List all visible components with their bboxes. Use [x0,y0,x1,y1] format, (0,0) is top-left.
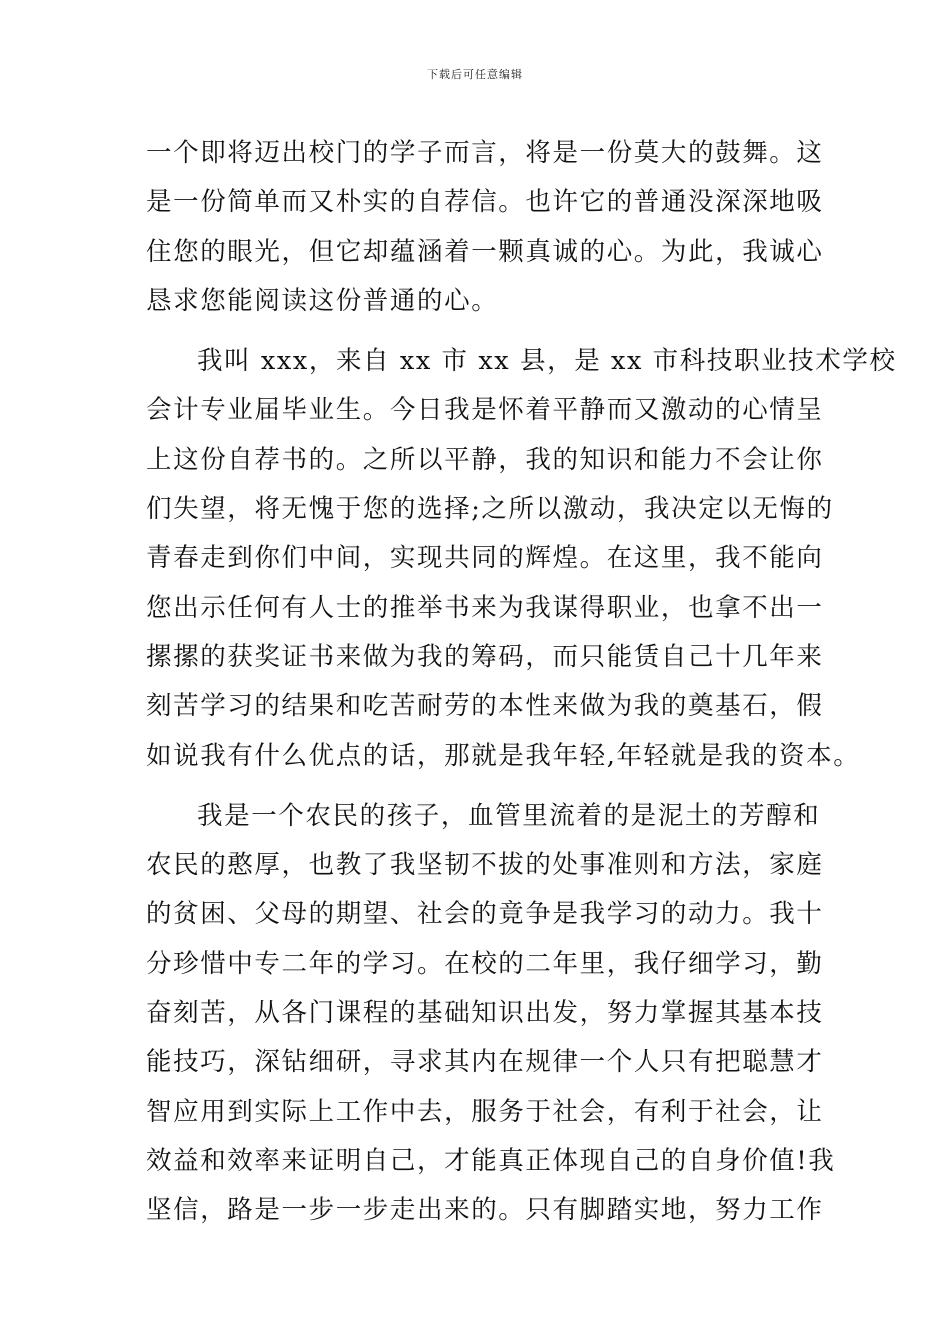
text-line: 坚信，路是一步一步走出来的。只有脚踏实地，努力工作 [146,1195,824,1226]
text-line: 上这份自荐书的。之所以平静，我的知识和能力不会让你 [146,444,824,475]
text-line: 恳求您能阅读这份普通的心。 [146,285,499,316]
text-line: 会计专业届毕业生。今日我是怀着平静而又激动的心情呈 [146,395,824,426]
text-line: 住您的眼光，但它却蕴涵着一颗真诚的心。为此，我诚心 [146,236,824,267]
text-line: 青春走到你们中间，实现共同的辉煌。在这里，我不能向 [146,543,824,574]
text-line: 分珍惜中专二年的学习。在校的二年里，我仔细学习，勤 [146,948,824,979]
text-line: 我是一个农民的孩子，血管里流着的是泥土的芳醇和 [197,800,821,831]
text-line: 们失望，将无愧于您的选择;之所以激动，我决定以无悔的 [146,494,834,525]
text-line: 能技巧，深钻细研，寻求其内在规律一个人只有把聪慧才 [146,1047,824,1078]
paragraph-1 [146,129,824,326]
text-line: 您出示任何有人士的推举书来为我谋得职业，也拿不出一 [146,592,824,623]
text-line: 智应用到实际上工作中去，服务于社会，有利于社会，让 [146,1096,824,1127]
text-line: 效益和效率来证明自己，才能真正体现自己的自身价值!我 [146,1145,836,1176]
paragraph-2 [146,337,897,781]
text-line: 一个即将迈出校门的学子而言，将是一份莫大的鼓舞。这 [146,138,824,168]
letter-body [146,129,897,1247]
text-line: 摞摞的获奖证书来做为我的筹码，而只能赁自己十几年来 [146,641,824,672]
text-line: 是一份简单而又朴实的自荐信。也许它的普通没深深地吸 [146,187,824,218]
text-line: 奋刻苦，从各门课程的基础知识出发，努力掌握其基本技 [146,998,824,1029]
text-line: 我叫 xxx，来自 xx 市 xx 县，是 xx 市科技职业技术学校 [197,346,897,377]
text-line: 农民的憨厚，也教了我坚韧不拔的处事准则和方法，家庭 [146,850,824,881]
paragraph-3 [146,792,836,1236]
text-line: 的贫困、父母的期望、社会的竟争是我学习的动力。我十 [146,899,824,930]
text-line: 如说我有什么优点的话，那就是我年轻,年轻就是我的资本。 [146,740,861,771]
text-line: 刻苦学习的结果和吃苦耐劳的本性来做为我的奠基石，假 [146,691,824,722]
page-header-note: 下载后可任意编辑 [427,68,523,81]
